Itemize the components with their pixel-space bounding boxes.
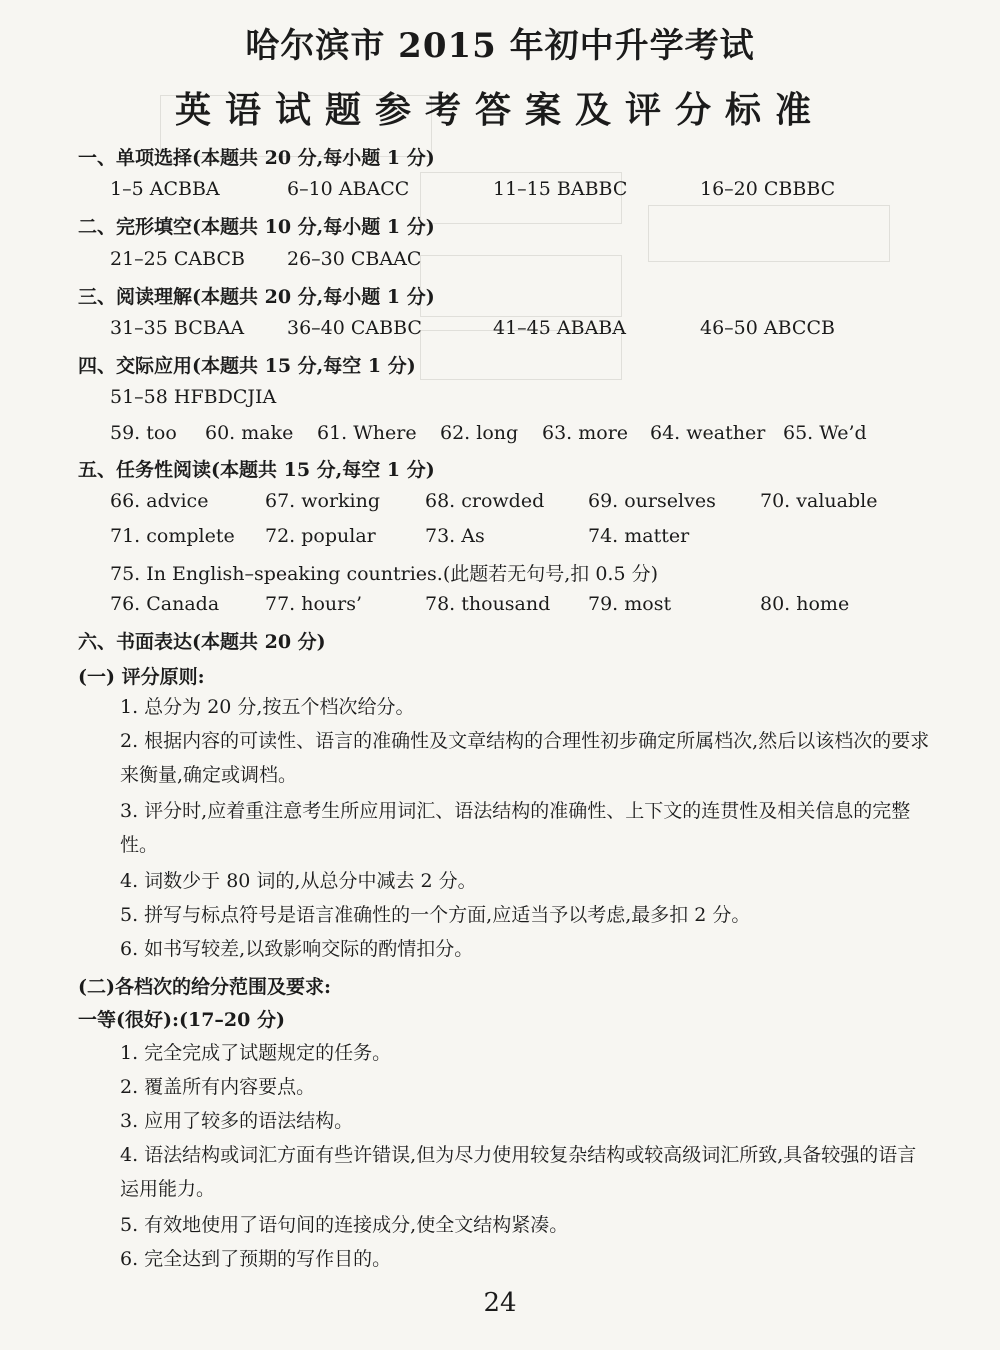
answer-item: 77. hours’ xyxy=(265,593,363,615)
answer-item: 69. ourselves xyxy=(588,490,716,512)
level-heading: 一等(很好):(17–20 分) xyxy=(78,1009,285,1031)
answer-item: 73. As xyxy=(425,525,485,547)
answer-item: 61. Where xyxy=(317,422,417,444)
answer-group: 36–40 CABBC xyxy=(287,317,422,339)
rule-item: 6. 如书写较差,以致影响交际的酌情扣分。 xyxy=(120,938,474,960)
answer-item: 70. valuable xyxy=(760,490,878,512)
answer-group: 16–20 CBBBC xyxy=(700,178,836,200)
criteria-item: 1. 完全完成了试题规定的任务。 xyxy=(120,1042,392,1064)
answer-item: 74. matter xyxy=(588,525,690,547)
section-heading-4: 四、交际应用(本题共 15 分,每空 1 分) xyxy=(78,355,416,377)
rule-item: 1. 总分为 20 分,按五个档次给分。 xyxy=(120,696,415,718)
answer-item: 62. long xyxy=(440,422,519,444)
bleed-through-box xyxy=(648,205,890,262)
answer-group: 11–15 BABBC xyxy=(493,178,628,200)
rule-item: 2. 根据内容的可读性、语言的准确性及文章结构的合理性初步确定所属档次,然后以该档次的要求来衡量,确定或调档。 xyxy=(120,730,930,786)
answer-item: 67. working xyxy=(265,490,381,512)
answer-item: 64. weather xyxy=(650,422,766,444)
bleed-through-box xyxy=(420,255,622,317)
section-heading-5: 五、任务性阅读(本题共 15 分,每空 1 分) xyxy=(78,459,435,481)
answer-item: 63. more xyxy=(542,422,629,444)
answer-group: 46–50 ABCCB xyxy=(700,317,835,339)
rule-item: 4. 词数少于 80 词的,从总分中减去 2 分。 xyxy=(120,870,477,892)
page-number: 24 xyxy=(483,1288,517,1318)
rule-item: 3. 评分时,应着重注意考生所应用词汇、语法结构的准确性、上下文的连贯性及相关信息的完整性。 xyxy=(120,800,911,856)
answer-group: 51–58 HFBDCJIA xyxy=(110,386,277,408)
answer-group: 1–5 ACBBA xyxy=(110,178,220,200)
rule-item: 5. 拼写与标点符号是语言准确性的一个方面,应适当予以考虑,最多扣 2 分。 xyxy=(120,904,751,926)
answer-item: 75. In English–speaking countries.(此题若无句号,扣 0.5 分) xyxy=(110,563,659,585)
criteria-item: 5. 有效地使用了语句间的连接成分,使全文结构紧凑。 xyxy=(120,1214,569,1236)
page-title: 哈尔滨市 2015 年初中升学考试 xyxy=(245,26,755,66)
section-heading-6: 六、书面表达(本题共 20 分) xyxy=(78,631,326,653)
answer-group: 26–30 CBAAC xyxy=(287,248,422,270)
answer-group: 6–10 ABACC xyxy=(287,178,410,200)
answer-item: 71. complete xyxy=(110,525,235,547)
page-subtitle: 英语试题参考答案及评分标准 xyxy=(174,89,825,131)
answer-item: 78. thousand xyxy=(425,593,551,615)
subsection-heading-levels: (二)各档次的给分范围及要求: xyxy=(78,976,331,998)
criteria-item: 4. 语法结构或词汇方面有些许错误,但为尽力使用较复杂结构或较高级词汇所致,具备较强的语言运用能力。 xyxy=(120,1144,917,1200)
answer-item: 80. home xyxy=(760,593,850,615)
section-heading-1: 一、单项选择(本题共 20 分,每小题 1 分) xyxy=(78,147,435,169)
criteria-item: 6. 完全达到了预期的写作目的。 xyxy=(120,1248,392,1270)
answer-item: 76. Canada xyxy=(110,593,220,615)
criteria-item: 3. 应用了较多的语法结构。 xyxy=(120,1110,354,1132)
answer-item: 65. We’d xyxy=(783,422,867,444)
answer-item: 59. too xyxy=(110,422,177,444)
section-heading-3: 三、阅读理解(本题共 20 分,每小题 1 分) xyxy=(78,286,435,308)
section-heading-2: 二、完形填空(本题共 10 分,每小题 1 分) xyxy=(78,216,435,238)
answer-group: 21–25 CABCB xyxy=(110,248,245,270)
answer-item: 72. popular xyxy=(265,525,376,547)
answer-group: 31–35 BCBAA xyxy=(110,317,245,339)
answer-group: 41–45 ABABA xyxy=(493,317,626,339)
answer-item: 68. crowded xyxy=(425,490,545,512)
answer-item: 60. make xyxy=(205,422,294,444)
criteria-item: 2. 覆盖所有内容要点。 xyxy=(120,1076,316,1098)
subsection-heading-principles: (一) 评分原则: xyxy=(78,666,205,688)
answer-item: 79. most xyxy=(588,593,672,615)
answer-item: 66. advice xyxy=(110,490,209,512)
